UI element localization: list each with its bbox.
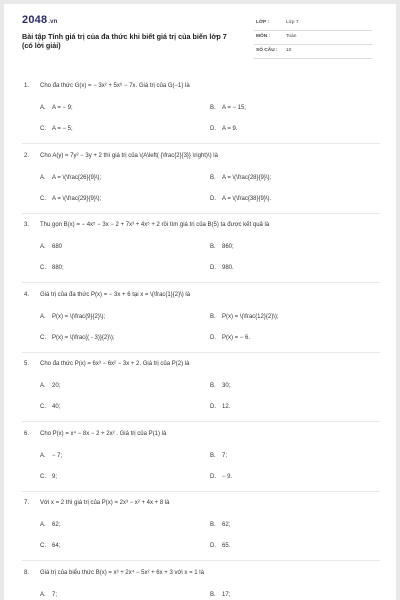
option-letter: C. bbox=[40, 334, 46, 341]
question-text: Giá trị của đa thức P(x) = − 3x + 6 tại x = \(\frac{1}{2}\) là bbox=[40, 291, 191, 298]
answer-option[interactable] bbox=[210, 453, 227, 459]
meta-row-grade bbox=[254, 17, 372, 31]
option-letter: B. bbox=[210, 591, 216, 598]
option-letter: C. bbox=[40, 195, 46, 202]
question-text: Thu gọn B(x) = − 4x⁵ − 3x − 2 + 7x³ + 4x⁵ + 2 rồi tìm giá trị của B(5) ta được kết quả là bbox=[40, 222, 270, 228]
question-divider bbox=[22, 282, 380, 283]
option-text: 880; bbox=[52, 265, 64, 271]
option-letter: C. bbox=[40, 265, 46, 271]
option-letter: B. bbox=[210, 313, 216, 320]
option-letter: A. bbox=[40, 452, 46, 459]
option-letter: B. bbox=[210, 105, 216, 111]
answer-option[interactable] bbox=[210, 126, 238, 132]
question-number: 8. bbox=[24, 569, 30, 576]
option-letter: C. bbox=[40, 473, 46, 480]
question-divider bbox=[22, 213, 380, 214]
answer-option[interactable] bbox=[40, 404, 60, 410]
question-text: Cho A(y) = 7y² − 3y + 2 thì giá trị của \(A\left( {\frac{2}{3}} \right)\) là bbox=[40, 152, 218, 159]
answer-option[interactable] bbox=[210, 404, 230, 410]
question-divider bbox=[22, 560, 380, 561]
meta-row-count bbox=[254, 45, 372, 59]
answer-option[interactable] bbox=[40, 453, 62, 459]
option-letter: D. bbox=[210, 195, 216, 202]
option-text: 30; bbox=[222, 383, 231, 389]
question-number: 5. bbox=[24, 361, 30, 367]
brand-name: 2048 bbox=[22, 14, 48, 26]
option-letter: D. bbox=[210, 543, 216, 549]
answer-option[interactable] bbox=[40, 126, 73, 132]
option-text: 62; bbox=[222, 522, 231, 528]
answer-option[interactable] bbox=[40, 265, 64, 271]
worksheet bbox=[4, 4, 396, 600]
option-text: A = \(\frac{28}{9}\); bbox=[222, 174, 272, 181]
answer-option[interactable] bbox=[210, 314, 279, 320]
answer-option[interactable] bbox=[210, 175, 271, 181]
question-divider bbox=[22, 352, 380, 353]
option-letter: A. bbox=[40, 591, 46, 598]
question-text: Giá trị của biểu thức B(x) = x³ + 2x⁴ − 5x² + 6x + 3 với x = 1 là bbox=[40, 569, 204, 576]
answer-option[interactable] bbox=[40, 105, 73, 111]
meta-value: Toán bbox=[286, 34, 297, 39]
option-letter: A. bbox=[40, 244, 46, 250]
option-letter: A. bbox=[40, 313, 46, 320]
option-text: 680 bbox=[52, 244, 63, 250]
question-number: 7. bbox=[24, 500, 30, 506]
option-letter: A. bbox=[40, 105, 46, 111]
option-text: 7; bbox=[52, 591, 58, 598]
answer-option[interactable] bbox=[40, 543, 60, 549]
answer-option[interactable] bbox=[40, 474, 57, 480]
question-number: 4. bbox=[24, 291, 30, 298]
option-text: A = \(\frac{29}{9}\); bbox=[52, 195, 102, 202]
answer-option[interactable] bbox=[210, 543, 230, 549]
option-letter: D. bbox=[210, 126, 216, 132]
option-text: − 9. bbox=[222, 473, 233, 480]
option-letter: A. bbox=[40, 383, 46, 389]
answer-option[interactable] bbox=[210, 196, 271, 202]
question-divider bbox=[22, 491, 380, 492]
option-text: 62; bbox=[52, 522, 61, 528]
option-letter: D. bbox=[210, 473, 216, 480]
answer-option[interactable] bbox=[40, 522, 60, 528]
option-letter: B. bbox=[210, 174, 216, 181]
option-text: 20; bbox=[52, 383, 61, 389]
answer-option[interactable] bbox=[210, 105, 246, 111]
option-text: A = \(\frac{38}{9}\). bbox=[222, 195, 272, 202]
option-text: − 7; bbox=[52, 452, 63, 459]
option-text: 860; bbox=[222, 244, 234, 250]
option-letter: B. bbox=[210, 522, 216, 528]
meta-table bbox=[254, 17, 372, 59]
option-letter: C. bbox=[40, 543, 46, 549]
option-text: 980. bbox=[222, 265, 234, 271]
option-text: A = \(\frac{26}{9}\); bbox=[52, 174, 102, 181]
option-letter: C. bbox=[40, 404, 46, 410]
answer-option[interactable] bbox=[40, 196, 101, 202]
option-text: 12. bbox=[222, 404, 231, 410]
option-text: 65. bbox=[222, 543, 231, 549]
answer-option[interactable] bbox=[40, 244, 62, 250]
question-divider bbox=[22, 143, 380, 144]
option-text: A = − 9; bbox=[52, 105, 73, 111]
answer-option[interactable] bbox=[210, 474, 232, 480]
option-letter: B. bbox=[210, 383, 216, 389]
meta-label: LỚP : bbox=[256, 20, 270, 25]
option-text: 9; bbox=[52, 473, 58, 480]
option-text: 40; bbox=[52, 404, 61, 410]
answer-option[interactable] bbox=[210, 335, 250, 341]
answer-option[interactable] bbox=[210, 265, 234, 271]
option-text: 17; bbox=[222, 591, 231, 598]
question-divider bbox=[22, 421, 380, 422]
brand-logo[interactable] bbox=[22, 14, 58, 26]
answer-option[interactable] bbox=[40, 175, 101, 181]
option-text: P(x) = \(\frac{12}{2}\); bbox=[222, 313, 279, 320]
question-text: Cho đa thức P(x) = 6x³ − 6x² − 3x + 2. Giá trị của P(2) là bbox=[40, 361, 190, 367]
answer-option[interactable] bbox=[210, 522, 230, 528]
option-letter: D. bbox=[210, 265, 216, 271]
option-letter: D. bbox=[210, 334, 216, 341]
question-text: Với x = 2 thì giá trị của P(x) = 2x³ − x² + 4x + 8 là bbox=[40, 500, 170, 506]
meta-value: 10 bbox=[286, 48, 292, 53]
header bbox=[4, 4, 396, 66]
meta-value: Lớp 7 bbox=[286, 20, 299, 25]
option-text: P(x) = \(\frac{( - 3)}{2}\); bbox=[52, 334, 115, 341]
option-letter: D. bbox=[210, 404, 216, 410]
page-title: Bài tập Tính giá trị của đa thức khi biết giá trị của biến lớp 7 (có lời giải) bbox=[22, 32, 227, 50]
answer-option[interactable] bbox=[210, 383, 230, 389]
question-number: 1. bbox=[24, 83, 30, 89]
meta-label: SỐ CÂU : bbox=[256, 48, 278, 53]
option-letter: B. bbox=[210, 244, 216, 250]
option-letter: B. bbox=[210, 452, 216, 459]
option-text: A = − 15; bbox=[222, 105, 247, 111]
option-text: 64; bbox=[52, 543, 61, 549]
question-number: 2. bbox=[24, 152, 30, 159]
option-letter: A. bbox=[40, 174, 46, 181]
option-letter: C. bbox=[40, 126, 46, 132]
option-letter: A. bbox=[40, 522, 46, 528]
meta-row-subject bbox=[254, 31, 372, 45]
option-text: 7; bbox=[222, 452, 228, 459]
answer-option[interactable] bbox=[40, 592, 57, 598]
option-text: P(x) = \(\frac{9}{2}\); bbox=[52, 313, 106, 320]
option-text: P(x) = − 6. bbox=[222, 334, 251, 341]
answer-option[interactable] bbox=[40, 383, 60, 389]
brand-tld: .vn bbox=[48, 19, 58, 25]
question-number: 3. bbox=[24, 222, 30, 228]
question-number: 6. bbox=[24, 430, 30, 437]
option-text: A = − 5; bbox=[52, 126, 73, 132]
question-text: Cho đa thức G(x) = − 3x² + 5x⁶ − 7x. Giá trị của G(−1) là bbox=[40, 83, 190, 89]
meta-label: MÔN : bbox=[256, 34, 271, 39]
option-text: A = 9. bbox=[222, 126, 238, 132]
answer-option[interactable] bbox=[210, 592, 230, 598]
answer-option[interactable] bbox=[40, 335, 115, 341]
answer-option[interactable] bbox=[210, 244, 234, 250]
answer-option[interactable] bbox=[40, 314, 105, 320]
question-text: Cho P(x) = x⁴ − 8x − 2 + 2x² . Giá trị của P(1) là bbox=[40, 430, 167, 437]
